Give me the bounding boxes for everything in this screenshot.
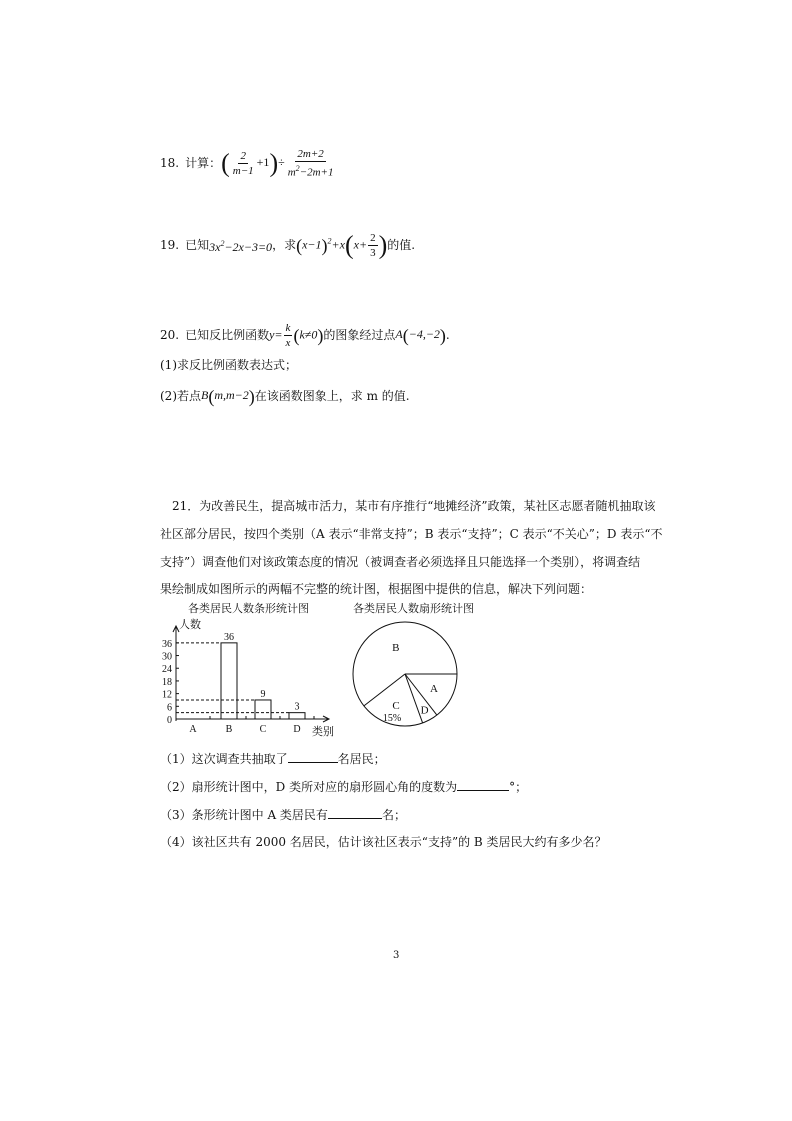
x-tick-label: C (259, 724, 267, 735)
bar-chart-title: 各类居民人数条形统计图 (188, 603, 309, 615)
q21-sub3: （3）条形统计图中 A 类居民有 名； (160, 808, 406, 822)
q19-expression: $(x-1)^2+x(x+$ $\frac{2}{3}$ ) (296, 230, 388, 259)
bar-value-label: 36 (224, 631, 234, 643)
figure-charts (155, 600, 485, 745)
q19-equation: $3x^2-2x-3=0$ (209, 238, 273, 254)
answer-blank-2[interactable] (457, 778, 509, 791)
y-tick-label: 12 (162, 689, 172, 701)
y-axis-label: 人数 (179, 619, 201, 631)
bar-C (255, 700, 271, 719)
slice-label-C: C (392, 699, 400, 712)
question-18 (160, 146, 336, 180)
slice-annotation: 15% (382, 712, 402, 724)
x-tick-label: D (293, 724, 301, 735)
x-tick-label: A (189, 724, 197, 735)
q20-number: 20. (160, 328, 180, 342)
y-tick-label: 30 (162, 651, 172, 663)
y-tick-label: 6 (167, 702, 172, 714)
bar-D (289, 713, 305, 719)
q20-prefix: 已知反比例函数 (185, 328, 270, 342)
bar-B (221, 643, 237, 719)
x-axis-label: 类别 (312, 726, 334, 738)
q20-middle: 的图象经过点 (323, 328, 396, 342)
question-19 (160, 228, 415, 262)
q20-end: . (445, 328, 450, 342)
q19-number: 19. (160, 238, 180, 252)
y-tick-label: 36 (162, 638, 172, 650)
q21-line4: 果绘制成如图所示的两幅不完整的统计图，根据图中提供的信息，解决下列问题： (160, 582, 593, 596)
q21-line2: 社区部分居民，按四个类别（A 表示“非常支持”；B 表示“支持”；C 表示“不关心”；D 表示“不 (160, 527, 663, 541)
q21-sub2: （2）扇形统计图中，D 类所对应的扇形圆心角的度数为 °； (160, 780, 528, 794)
q20-part2: (2)若点 B(m,m−2) 在该函数图象上，求 m 的值. (160, 386, 410, 407)
q18-expression: ( $\frac{2}{m-1}$ +1)÷ $\frac{2m+2}{m^2-2m+1}$ (221, 147, 334, 179)
slice-label-D: D (420, 704, 429, 717)
y-tick-label: 24 (162, 664, 172, 676)
q20-part1: (1)求反比例函数表达式； (160, 358, 297, 372)
pie-chart-title: 各类居民人数扇形统计图 (353, 603, 474, 615)
bar-value-label: 3 (294, 701, 300, 713)
slice-label-A: A (429, 683, 438, 696)
question-20 (160, 318, 450, 352)
x-tick-label: B (225, 724, 233, 735)
bar-chart (162, 601, 334, 738)
q18-number: 18. (160, 156, 180, 170)
slice-label-B: B (392, 641, 400, 654)
q21-line3: 支持”）调查他们对该政策态度的情况（被调查者必须选择且只能选择一个类别），将调查结 (160, 555, 641, 569)
q19-prefix: 已知 (185, 238, 210, 252)
y-tick-label: 18 (162, 676, 172, 688)
y-tick-label: 0 (167, 715, 172, 726)
q20-point: A(−4,−2) (395, 325, 446, 346)
answer-blank-1[interactable] (288, 750, 338, 763)
q21-line1: 21．为改善民生，提高城市活力，某市有序推行“地摊经济”政策，某社区志愿者随机抽取该 (172, 499, 656, 513)
q18-prefix: 计算： (185, 156, 222, 170)
answer-blank-3[interactable] (328, 806, 382, 819)
page-number: 3 (393, 950, 400, 961)
q19-suffix: 的值. (387, 238, 416, 252)
pie-chart (353, 601, 474, 726)
q21-sub4: （4）该社区共有 2000 名居民，估计该社区表示“支持”的 B 类居民大约有多少名？ (160, 835, 607, 849)
bar-value-label: 9 (260, 688, 266, 700)
q19-comma: ，求 (272, 238, 297, 252)
q21-sub1: （1）这次调查共抽取了 名居民； (160, 752, 386, 766)
q20-function: y= $\frac{k}{x}$ (k≠0) (269, 321, 324, 349)
